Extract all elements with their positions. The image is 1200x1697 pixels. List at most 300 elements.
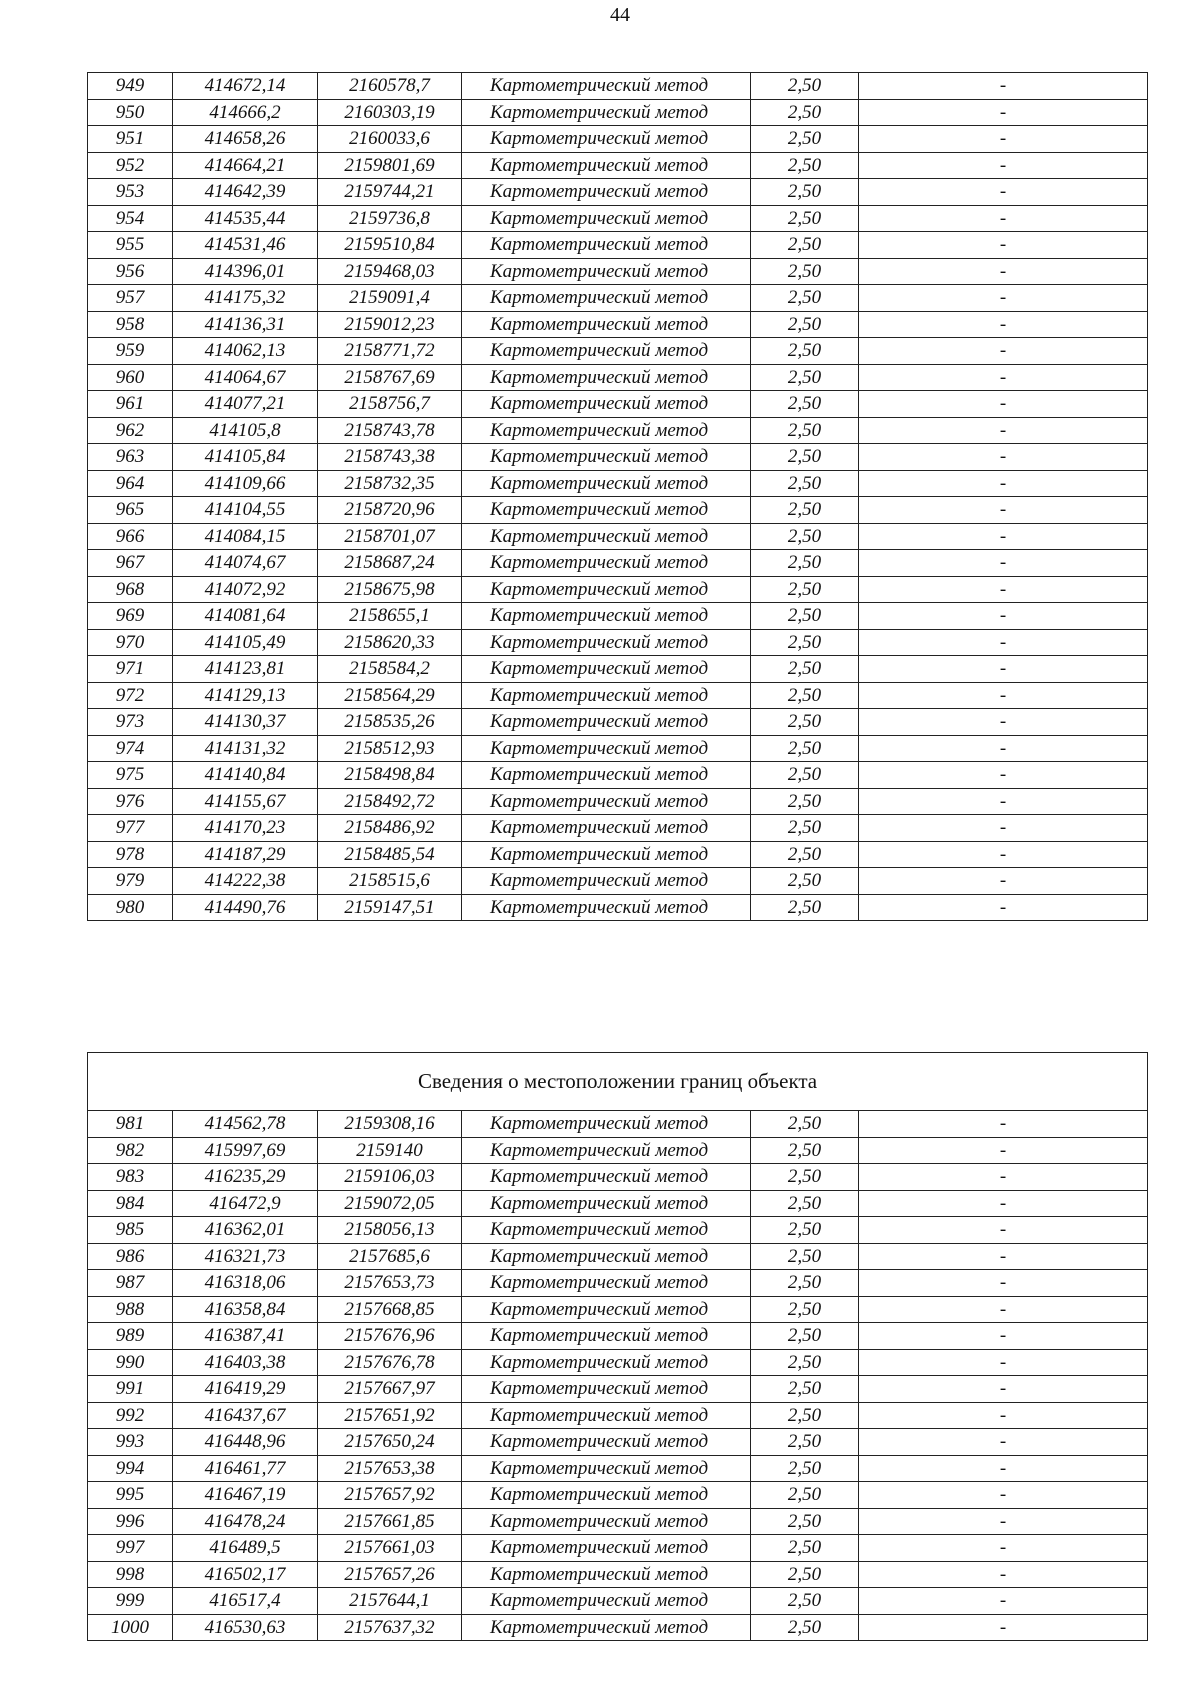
cell-coord-x: 414081,64 [173,603,318,630]
coordinates-table-1-body [88,73,1148,921]
cell-coord-y: 2157653,38 [318,1455,462,1482]
cell-description: - [859,152,1148,179]
cell-coord-y: 2159147,51 [318,894,462,921]
cell-method: Картометрический метод [462,470,751,497]
cell-coord-y: 2158701,07 [318,523,462,550]
cell-point-number: 969 [88,603,173,630]
cell-method: Картометрический метод [462,1137,751,1164]
cell-method: Картометрический метод [462,523,751,550]
cell-point-number: 990 [88,1349,173,1376]
coordinates-table-2-body [88,1111,1148,1641]
cell-coord-y: 2158498,84 [318,762,462,789]
cell-coord-y: 2159308,16 [318,1111,462,1138]
cell-point-number: 955 [88,232,173,259]
cell-description: - [859,841,1148,868]
cell-accuracy: 2,50 [751,1217,859,1244]
cell-point-number: 971 [88,656,173,683]
table-row [88,1429,1148,1456]
cell-method: Картометрический метод [462,1482,751,1509]
table-row [88,179,1148,206]
cell-point-number: 952 [88,152,173,179]
cell-method: Картометрический метод [462,1429,751,1456]
cell-accuracy: 2,50 [751,868,859,895]
cell-method: Картометрический метод [462,497,751,524]
table-row [88,444,1148,471]
cell-point-number: 988 [88,1296,173,1323]
cell-description: - [859,603,1148,630]
cell-coord-y: 2158512,93 [318,735,462,762]
cell-method: Картометрический метод [462,444,751,471]
table-row [88,1296,1148,1323]
cell-coord-x: 414531,46 [173,232,318,259]
cell-accuracy: 2,50 [751,1588,859,1615]
cell-accuracy: 2,50 [751,762,859,789]
cell-method: Картометрический метод [462,1349,751,1376]
cell-coord-y: 2159510,84 [318,232,462,259]
cell-coord-x: 414109,66 [173,470,318,497]
cell-accuracy: 2,50 [751,417,859,444]
cell-accuracy: 2,50 [751,1137,859,1164]
cell-method: Картометрический метод [462,815,751,842]
cell-coord-x: 416318,06 [173,1270,318,1297]
cell-description: - [859,1190,1148,1217]
table-row [88,815,1148,842]
cell-method: Картометрический метод [462,285,751,312]
cell-description: - [859,788,1148,815]
cell-description: - [859,735,1148,762]
page-number: 44 [610,4,630,26]
cell-description: - [859,364,1148,391]
cell-method: Картометрический метод [462,179,751,206]
cell-point-number: 981 [88,1111,173,1138]
cell-coord-x: 414084,15 [173,523,318,550]
cell-description: - [859,232,1148,259]
cell-point-number: 974 [88,735,173,762]
cell-point-number: 965 [88,497,173,524]
cell-accuracy: 2,50 [751,1535,859,1562]
cell-method: Картометрический метод [462,258,751,285]
table-row [88,1455,1148,1482]
table-row [88,523,1148,550]
section-title: Сведения о местоположении границ объекта [88,1053,1148,1111]
cell-method: Картометрический метод [462,1190,751,1217]
cell-point-number: 972 [88,682,173,709]
table-row [88,1588,1148,1615]
cell-description: - [859,205,1148,232]
cell-point-number: 989 [88,1323,173,1350]
cell-coord-y: 2159744,21 [318,179,462,206]
table-row [88,99,1148,126]
cell-coord-y: 2158515,6 [318,868,462,895]
cell-coord-y: 2158675,98 [318,576,462,603]
cell-point-number: 979 [88,868,173,895]
cell-accuracy: 2,50 [751,1482,859,1509]
cell-accuracy: 2,50 [751,444,859,471]
cell-coord-x: 416387,41 [173,1323,318,1350]
table-row [88,470,1148,497]
cell-point-number: 966 [88,523,173,550]
cell-point-number: 999 [88,1588,173,1615]
cell-description: - [859,1588,1148,1615]
cell-description: - [859,576,1148,603]
cell-point-number: 976 [88,788,173,815]
cell-point-number: 983 [88,1164,173,1191]
cell-method: Картометрический метод [462,1561,751,1588]
table-row [88,1111,1148,1138]
cell-coord-x: 414123,81 [173,656,318,683]
cell-description: - [859,1349,1148,1376]
cell-description: - [859,868,1148,895]
cell-method: Картометрический метод [462,841,751,868]
table-row [88,576,1148,603]
cell-coord-x: 414062,13 [173,338,318,365]
cell-coord-y: 2157637,32 [318,1614,462,1641]
cell-coord-x: 416467,19 [173,1482,318,1509]
cell-description: - [859,73,1148,100]
table-row [88,126,1148,153]
table-row [88,364,1148,391]
cell-coord-y: 2158767,69 [318,364,462,391]
cell-point-number: 993 [88,1429,173,1456]
table-row [88,391,1148,418]
cell-description: - [859,444,1148,471]
cell-accuracy: 2,50 [751,1455,859,1482]
cell-coord-x: 416362,01 [173,1217,318,1244]
cell-description: - [859,1270,1148,1297]
cell-description: - [859,1535,1148,1562]
cell-accuracy: 2,50 [751,1243,859,1270]
cell-coord-x: 416461,77 [173,1455,318,1482]
cell-coord-y: 2157644,1 [318,1588,462,1615]
cell-accuracy: 2,50 [751,1111,859,1138]
cell-method: Картометрический метод [462,656,751,683]
cell-method: Картометрический метод [462,868,751,895]
cell-coord-y: 2159106,03 [318,1164,462,1191]
cell-point-number: 1000 [88,1614,173,1641]
cell-coord-y: 2159012,23 [318,311,462,338]
cell-coord-y: 2157657,26 [318,1561,462,1588]
cell-point-number: 970 [88,629,173,656]
cell-coord-x: 414666,2 [173,99,318,126]
cell-method: Картометрический метод [462,232,751,259]
cell-description: - [859,417,1148,444]
cell-coord-x: 414105,84 [173,444,318,471]
table-row [88,1561,1148,1588]
cell-accuracy: 2,50 [751,1323,859,1350]
table-row [88,762,1148,789]
cell-method: Картометрический метод [462,1376,751,1403]
cell-description: - [859,1296,1148,1323]
cell-coord-x: 416358,84 [173,1296,318,1323]
cell-accuracy: 2,50 [751,338,859,365]
cell-method: Картометрический метод [462,1402,751,1429]
table-row [88,1482,1148,1509]
cell-accuracy: 2,50 [751,1296,859,1323]
cell-point-number: 950 [88,99,173,126]
cell-coord-x: 416478,24 [173,1508,318,1535]
cell-coord-x: 416472,9 [173,1190,318,1217]
table-row [88,550,1148,577]
cell-coord-y: 2159801,69 [318,152,462,179]
cell-coord-x: 414105,49 [173,629,318,656]
cell-method: Картометрический метод [462,894,751,921]
cell-description: - [859,470,1148,497]
cell-description: - [859,1323,1148,1350]
table-row [88,1614,1148,1641]
cell-description: - [859,391,1148,418]
cell-method: Картометрический метод [462,1296,751,1323]
cell-coord-y: 2159140 [318,1137,462,1164]
cell-coord-x: 416437,67 [173,1402,318,1429]
table-row [88,73,1148,100]
table-row [88,285,1148,312]
cell-coord-y: 2158743,38 [318,444,462,471]
cell-point-number: 949 [88,73,173,100]
table-row [88,735,1148,762]
cell-coord-y: 2158732,35 [318,470,462,497]
cell-point-number: 980 [88,894,173,921]
cell-method: Картометрический метод [462,709,751,736]
cell-coord-x: 414129,13 [173,682,318,709]
table-row [88,682,1148,709]
cell-method: Картометрический метод [462,1588,751,1615]
cell-point-number: 956 [88,258,173,285]
cell-method: Картометрический метод [462,1535,751,1562]
cell-point-number: 958 [88,311,173,338]
table-row [88,258,1148,285]
cell-accuracy: 2,50 [751,391,859,418]
cell-coord-x: 414077,21 [173,391,318,418]
table-row [88,1217,1148,1244]
cell-description: - [859,126,1148,153]
cell-description: - [859,1402,1148,1429]
cell-coord-x: 416489,5 [173,1535,318,1562]
cell-point-number: 998 [88,1561,173,1588]
cell-accuracy: 2,50 [751,1402,859,1429]
cell-coord-y: 2160033,6 [318,126,462,153]
cell-coord-x: 416321,73 [173,1243,318,1270]
cell-accuracy: 2,50 [751,735,859,762]
cell-point-number: 994 [88,1455,173,1482]
cell-coord-y: 2157676,96 [318,1323,462,1350]
cell-coord-x: 414155,67 [173,788,318,815]
cell-coord-x: 414175,32 [173,285,318,312]
cell-point-number: 975 [88,762,173,789]
cell-description: - [859,1455,1148,1482]
cell-method: Картометрический метод [462,576,751,603]
cell-point-number: 951 [88,126,173,153]
cell-coord-y: 2159072,05 [318,1190,462,1217]
cell-coord-y: 2160303,19 [318,99,462,126]
cell-coord-x: 414562,78 [173,1111,318,1138]
cell-coord-y: 2160578,7 [318,73,462,100]
cell-coord-x: 414187,29 [173,841,318,868]
cell-accuracy: 2,50 [751,1508,859,1535]
cell-coord-y: 2157661,85 [318,1508,462,1535]
cell-accuracy: 2,50 [751,205,859,232]
table-row [88,1323,1148,1350]
cell-method: Картометрический метод [462,126,751,153]
cell-coord-x: 416502,17 [173,1561,318,1588]
cell-description: - [859,338,1148,365]
cell-method: Картометрический метод [462,205,751,232]
cell-coord-x: 414104,55 [173,497,318,524]
cell-accuracy: 2,50 [751,311,859,338]
cell-accuracy: 2,50 [751,497,859,524]
cell-accuracy: 2,50 [751,841,859,868]
table-row [88,1164,1148,1191]
table-row [88,709,1148,736]
cell-coord-x: 414074,67 [173,550,318,577]
cell-coord-x: 414672,14 [173,73,318,100]
cell-point-number: 963 [88,444,173,471]
cell-accuracy: 2,50 [751,470,859,497]
table-row [88,1349,1148,1376]
cell-coord-y: 2157668,85 [318,1296,462,1323]
cell-point-number: 987 [88,1270,173,1297]
cell-point-number: 984 [88,1190,173,1217]
cell-coord-x: 414396,01 [173,258,318,285]
cell-coord-x: 416448,96 [173,1429,318,1456]
table-row [88,152,1148,179]
cell-method: Картометрический метод [462,1323,751,1350]
table-row [88,1402,1148,1429]
cell-method: Картометрический метод [462,1164,751,1191]
cell-point-number: 953 [88,179,173,206]
cell-accuracy: 2,50 [751,232,859,259]
cell-point-number: 954 [88,205,173,232]
cell-coord-x: 414535,44 [173,205,318,232]
cell-point-number: 967 [88,550,173,577]
cell-accuracy: 2,50 [751,364,859,391]
cell-method: Картометрический метод [462,417,751,444]
cell-accuracy: 2,50 [751,682,859,709]
cell-method: Картометрический метод [462,364,751,391]
cell-point-number: 961 [88,391,173,418]
cell-coord-x: 414658,26 [173,126,318,153]
section-header-row [88,1053,1148,1111]
cell-accuracy: 2,50 [751,550,859,577]
cell-coord-y: 2158584,2 [318,656,462,683]
cell-accuracy: 2,50 [751,894,859,921]
cell-method: Картометрический метод [462,73,751,100]
cell-point-number: 977 [88,815,173,842]
cell-coord-y: 2158056,13 [318,1217,462,1244]
cell-point-number: 985 [88,1217,173,1244]
cell-description: - [859,894,1148,921]
table-row [88,603,1148,630]
table-row [88,1243,1148,1270]
cell-accuracy: 2,50 [751,73,859,100]
cell-coord-y: 2157653,73 [318,1270,462,1297]
cell-description: - [859,815,1148,842]
cell-description: - [859,1243,1148,1270]
cell-description: - [859,682,1148,709]
cell-method: Картометрический метод [462,603,751,630]
cell-accuracy: 2,50 [751,258,859,285]
cell-accuracy: 2,50 [751,1429,859,1456]
table-row [88,417,1148,444]
cell-coord-y: 2159736,8 [318,205,462,232]
cell-method: Картометрический метод [462,1243,751,1270]
table-row [88,338,1148,365]
cell-coord-y: 2158720,96 [318,497,462,524]
cell-coord-y: 2158743,78 [318,417,462,444]
cell-coord-x: 416235,29 [173,1164,318,1191]
cell-coord-y: 2157667,97 [318,1376,462,1403]
cell-accuracy: 2,50 [751,179,859,206]
cell-coord-y: 2158492,72 [318,788,462,815]
cell-method: Картометрический метод [462,629,751,656]
cell-method: Картометрический метод [462,1455,751,1482]
table-row [88,656,1148,683]
cell-description: - [859,709,1148,736]
table-row [88,497,1148,524]
cell-description: - [859,656,1148,683]
cell-coord-x: 414170,23 [173,815,318,842]
table-row [88,1508,1148,1535]
cell-method: Картометрический метод [462,788,751,815]
cell-method: Картометрический метод [462,735,751,762]
cell-point-number: 959 [88,338,173,365]
cell-description: - [859,1164,1148,1191]
cell-description: - [859,99,1148,126]
cell-accuracy: 2,50 [751,99,859,126]
cell-description: - [859,1614,1148,1641]
cell-method: Картометрический метод [462,1111,751,1138]
cell-point-number: 962 [88,417,173,444]
table-row [88,1137,1148,1164]
cell-coord-y: 2159091,4 [318,285,462,312]
cell-coord-y: 2158620,33 [318,629,462,656]
cell-coord-y: 2157650,24 [318,1429,462,1456]
cell-accuracy: 2,50 [751,629,859,656]
cell-accuracy: 2,50 [751,126,859,153]
cell-point-number: 982 [88,1137,173,1164]
cell-description: - [859,523,1148,550]
table-row [88,1535,1148,1562]
cell-method: Картометрический метод [462,1270,751,1297]
cell-description: - [859,1217,1148,1244]
cell-coord-x: 416419,29 [173,1376,318,1403]
cell-method: Картометрический метод [462,338,751,365]
cell-method: Картометрический метод [462,1508,751,1535]
cell-coord-x: 414131,32 [173,735,318,762]
cell-description: - [859,1429,1148,1456]
cell-accuracy: 2,50 [751,1561,859,1588]
cell-description: - [859,179,1148,206]
cell-description: - [859,1376,1148,1403]
cell-point-number: 996 [88,1508,173,1535]
cell-point-number: 957 [88,285,173,312]
cell-method: Картометрический метод [462,1217,751,1244]
cell-coord-x: 414072,92 [173,576,318,603]
cell-accuracy: 2,50 [751,709,859,736]
cell-coord-x: 415997,69 [173,1137,318,1164]
cell-accuracy: 2,50 [751,1614,859,1641]
cell-accuracy: 2,50 [751,523,859,550]
cell-point-number: 978 [88,841,173,868]
cell-coord-y: 2158485,54 [318,841,462,868]
cell-point-number: 991 [88,1376,173,1403]
table-row [88,205,1148,232]
cell-description: - [859,285,1148,312]
cell-description: - [859,1111,1148,1138]
cell-coord-y: 2159468,03 [318,258,462,285]
cell-coord-x: 414064,67 [173,364,318,391]
cell-accuracy: 2,50 [751,1349,859,1376]
cell-coord-x: 416530,63 [173,1614,318,1641]
